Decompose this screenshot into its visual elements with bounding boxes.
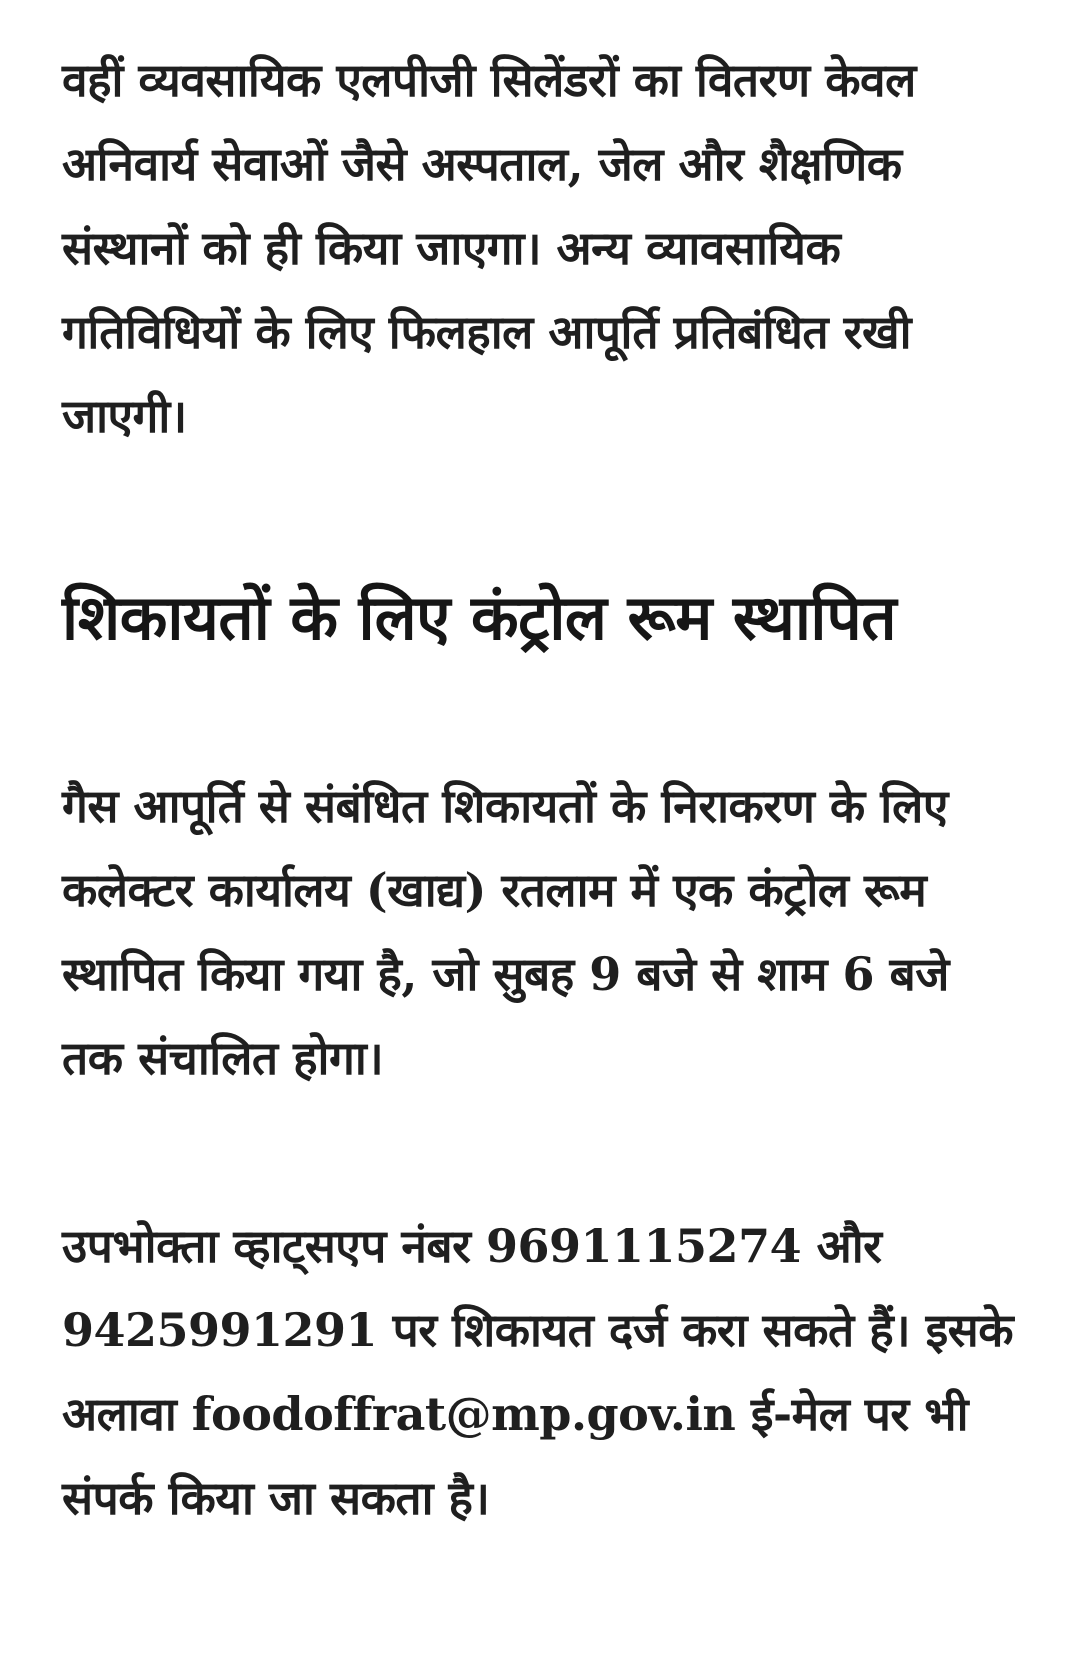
paragraph-lpg-distribution: वहीं व्यवसायिक एलपीजी सिलेंडरों का वितरण केवल अनिवार्य सेवाओं जैसे अस्पताल, जेल और शैक्षणिक संस्थानों को ही किया जाएगा। अन्य व्यावसायिक गतिविधियों के लिए फिलहाल आपूर्ति प्रतिबंधित रखी जाएगी। <box>62 53 916 443</box>
spacer <box>62 458 1022 568</box>
email-link[interactable]: foodoffrat@mp.gov.in <box>191 1387 736 1441</box>
article-body <box>62 38 1022 1540</box>
contact-text-after-email: ई-मेल पर भी संपर्क किया जा सकता है। <box>62 1387 968 1525</box>
spacer <box>62 668 1022 764</box>
section-heading-control-room: शिकायतों के लिए कंट्रोल रूम स्थापित <box>62 581 897 654</box>
paragraph-control-room-details: गैस आपूर्ति से संबंधित शिकायतों के निराकरण के लिए कलेक्टर कार्यालय (खाद्य) रतलाम में एक कंट्रोल रूम स्थापित किया गया है, जो सुबह 9 बजे से शाम 6 बजे तक संचालित होगा। <box>62 779 949 1085</box>
spacer <box>62 1100 1022 1204</box>
contact-text-before-email: उपभोक्ता व्हाट्सएप नंबर 9691115274 और 9425991291 पर शिकायत दर्ज करा सकते हैं। इसके अलावा <box>62 1219 1014 1441</box>
paragraph-contact-info <box>62 1204 1022 1540</box>
